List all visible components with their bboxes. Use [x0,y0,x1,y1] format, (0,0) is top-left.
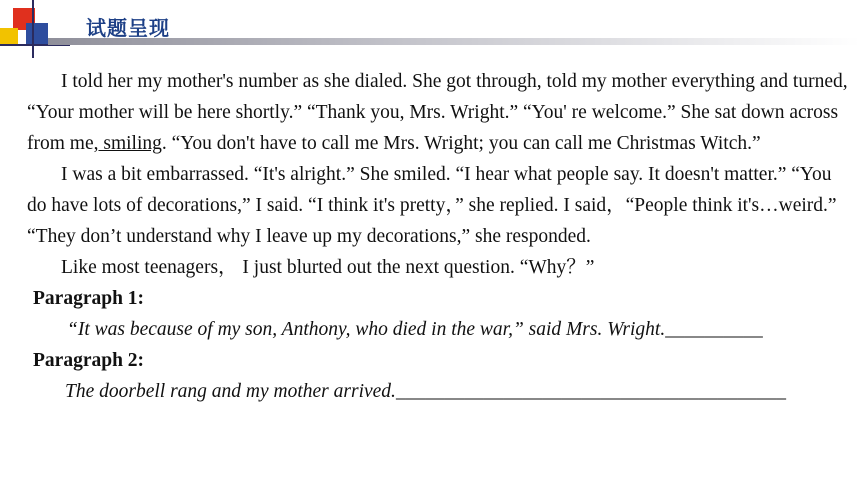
paragraph-2-label: Paragraph 2: [33,350,145,371]
passage-p1-text-a: I told her my mother's number as she dialed. She got through, told my mother everything and turned, “Your mother will be here shortly.” “Thank you, Mrs. Wright.” “You' re welcome.” She sat down across from me, [27,71,848,154]
passage-paragraph-1 [27,66,849,159]
decor-blue-square [26,23,48,45]
paragraph-1-label: Paragraph 1: [33,288,145,309]
passage-paragraph-3: Like most teenagers， I just blurted out the next question. “Why？” [61,257,595,278]
paragraph-1-blank: __________ [665,319,763,340]
passage-body [27,66,849,407]
paragraph-1-prompt [27,314,849,345]
decor-vertical-line [32,0,34,58]
paragraph-2-prompt-text: The doorbell rang and my mother arrived. [65,381,396,402]
page-title: 试题呈现 [86,16,170,40]
passage-paragraph-2: I was a bit embarrassed. “It's alright.” She smiled. “I hear what people say. It doesn't matter.” “You do have lots of decorations,” I said. “I think it's pretty，” she replied. I said，“People think it's…weird.” “They don’t understand why I leave up my decorations,” she responded. [27,164,837,247]
passage-p1-text-b: . “You don't have to call me Mrs. Wright; you can call me Christmas Witch.” [161,133,761,154]
underlined-word: smiling [98,133,162,154]
decor-yellow-square [0,28,18,44]
paragraph-1-prompt-text: “It was because of my son, Anthony, who died in the war,” said Mrs. Wright. [67,319,666,340]
paragraph-2-prompt [27,376,849,407]
paragraph-2-blank: ________________________________________ [395,381,786,402]
